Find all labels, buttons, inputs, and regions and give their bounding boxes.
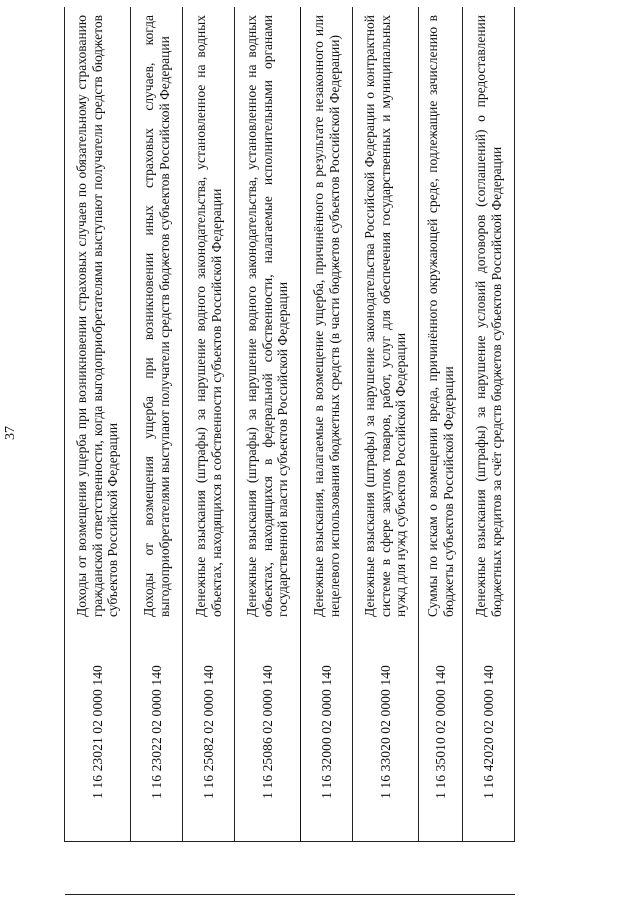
blank-cell bbox=[235, 842, 301, 895]
page-number: 37 bbox=[3, 426, 18, 440]
revenue-codes-table bbox=[64, 7, 515, 895]
blank-cell bbox=[419, 842, 463, 895]
blank-cell bbox=[301, 842, 353, 895]
budget-code-cell: 1 16 35010 02 0000 140 bbox=[419, 623, 463, 842]
description-cell: Доходы от возмещения ущерба при возникновении страховых случаев по обязательному страхованию гражданской ответственности, когда выгодоприобретателями выступают получатели средств бюджетов субъектов Российской Федерации bbox=[65, 7, 131, 623]
table-row bbox=[463, 7, 515, 895]
table-row bbox=[131, 7, 183, 895]
table-row bbox=[65, 7, 131, 895]
blank-cell bbox=[131, 842, 183, 895]
description-cell: Денежные взыскания (штрафы) за нарушение законодательства Российской Федерации о контрактной системе в сфере закупок товаров, работ, услуг для обеспечения государственных и муниципальных нужд для нужд субъектов Российской Федерации bbox=[353, 7, 419, 623]
description-cell: Доходы от возмещения ущерба при возникновении иных страховых случаев, когда выгодоприобретателями выступают получатели средств бюджетов субъектов Российской Федерации bbox=[131, 7, 183, 623]
blank-cell bbox=[353, 842, 419, 895]
table-row bbox=[235, 7, 301, 895]
blank-cell bbox=[463, 842, 515, 895]
budget-code-cell: 1 16 25082 02 0000 140 bbox=[183, 623, 235, 842]
budget-code-cell: 1 16 23021 02 0000 140 bbox=[65, 623, 131, 842]
budget-code-cell: 1 16 32000 02 0000 140 bbox=[301, 623, 353, 842]
table-row bbox=[419, 7, 463, 895]
budget-code-cell: 1 16 42020 02 0000 140 bbox=[463, 623, 515, 842]
budget-code-cell: 1 16 23022 02 0000 140 bbox=[131, 623, 183, 842]
table-row bbox=[183, 7, 235, 895]
description-cell: Денежные взыскания (штрафы) за нарушение водного законодательства, установленное на водных объектах, находящихся в федеральной собственности, налагаемые исполнительными органами государственной власти субъектов Российской Федерации bbox=[235, 7, 301, 623]
table-row bbox=[301, 7, 353, 895]
budget-code-cell: 1 16 33020 02 0000 140 bbox=[353, 623, 419, 842]
description-cell: Денежные взыскания (штрафы) за нарушение водного законодательства, установленное на водных объектах, находящихся в собственности субъектов Российской Федерации bbox=[183, 7, 235, 623]
description-cell: Денежные взыскания, налагаемые в возмещение ущерба, причинённого в результате незаконного или нецелевого использования бюджетных средств (в части бюджетов субъектов Российской Федерации) bbox=[301, 7, 353, 623]
description-cell: Суммы по искам о возмещении вреда, причинённого окружающей среде, подлежащие зачислению в бюджеты субъектов Российской Федерации bbox=[419, 7, 463, 623]
description-cell: Денежные взыскания (штрафы) за нарушение условий договоров (соглашений) о предоставлении бюджетных кредитов за счёт средств бюджетов субъектов Российской Федерации bbox=[463, 7, 515, 623]
blank-cell bbox=[65, 842, 131, 895]
table-row bbox=[353, 7, 419, 895]
blank-cell bbox=[183, 842, 235, 895]
budget-code-cell: 1 16 25086 02 0000 140 bbox=[235, 623, 301, 842]
